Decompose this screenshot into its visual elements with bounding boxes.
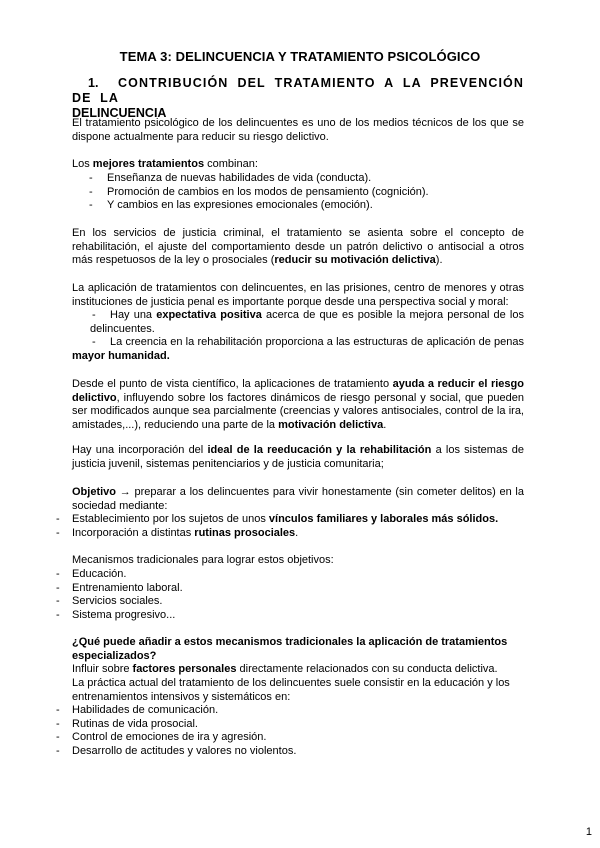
list-item: - Enseñanza de nuevas habilidades de vida (conducta). bbox=[89, 172, 372, 184]
section-heading bbox=[72, 76, 524, 121]
paragraph-objective: Objetivo → preparar a los delincuentes para vivir honestamente (sin cometer delitos) en la sociedad mediante: bbox=[72, 486, 524, 512]
bold-text: mejores tratamientos bbox=[92, 158, 205, 170]
list-item: - Hay una expectativa positiva acerca de que es posible la mejora personal de los delincuentes. bbox=[90, 309, 524, 335]
section-heading-line1: CONTRIBUCIÓN DEL TRATAMIENTO A LA PREVENCIÓN DE LA bbox=[72, 76, 524, 105]
list-item: - Servicios sociales. bbox=[56, 595, 163, 607]
list-item: - Y cambios en las expresiones emocionales (emoción). bbox=[89, 199, 373, 211]
list-item: - Control de emociones de ira y agresión. bbox=[56, 731, 267, 743]
paragraph-mechanisms: Mecanismos tradicionales para lograr estos objetivos: bbox=[72, 554, 334, 566]
list-item: - Sistema progresivo... bbox=[56, 608, 176, 621]
paragraph-best-treatments: Los mejores tratamientos combinan: bbox=[72, 158, 258, 170]
bold-text: reducir su motivación delictiva bbox=[274, 254, 436, 266]
page-number: 1 bbox=[585, 826, 592, 838]
list-item: - Desarrollo de actitudes y valores no violentos. bbox=[56, 744, 297, 757]
paragraph-criminal-justice: En los servicios de justicia criminal, el tratamiento se asienta sobre el concepto de rehabilitación, el ajuste del comportamiento desde un patrón delictivo o antisocial a otros más respetuosos de la ley o prosociales (reducir su motivación delictiva). bbox=[72, 227, 524, 266]
list-item: - Rutinas de vida prosocial. bbox=[56, 717, 198, 730]
paragraph-scientific: Desde el punto de vista científico, la aplicaciones de tratamiento ayuda a reducir el riesgo delictivo, influyendo sobre los factores dinámicos de riesgo personal y social, que pueden ser modificados aunque sea parcialmente (creencias y valores antisociales, control de la ira, amistades,...), reduciendo una parte de la motivación delictiva. bbox=[72, 378, 524, 431]
list-objective bbox=[0, 513, 499, 540]
question-heading: ¿Qué puede añadir a estos mecanismos tradicionales la aplicación de tratamientos especializados? bbox=[72, 636, 508, 662]
list-reasons bbox=[72, 309, 524, 363]
list-item: - Establecimiento por los sujetos de unos vínculos familiares y laborales más sólidos. bbox=[56, 513, 499, 525]
paragraph-personal-factors: Influir sobre factores personales directamente relacionados con su conducta delictiva. bbox=[72, 663, 498, 675]
list-item: - Incorporación a distintas rutinas prosociales. bbox=[56, 526, 299, 539]
list-item: - Habilidades de comunicación. bbox=[56, 704, 219, 716]
list-mechanisms bbox=[0, 568, 183, 622]
list-item: - Entrenamiento laboral. bbox=[56, 581, 183, 594]
paragraph-reeducation: Hay una incorporación del ideal de la reeducación y la rehabilitación a los sistemas de justicia juvenil, sistemas penitenciarios y de justicia comunitaria; bbox=[72, 444, 525, 470]
list-trainings bbox=[0, 704, 297, 758]
list-item: - La creencia en la rehabilitación proporciona a las estructuras de aplicación de penas mayor humanidad. bbox=[72, 336, 524, 362]
paragraph-current-practice: La práctica actual del tratamiento de los delincuentes suele consistir en la educación y los entrenamientos intensivos y sistemáticos en: bbox=[72, 677, 510, 703]
section-heading-line2: DELINCUENCIA bbox=[72, 106, 167, 120]
section-number: 1. bbox=[88, 76, 99, 90]
paragraph-application: La aplicación de tratamientos con delincuentes, en las prisiones, centro de menores y otras instituciones de justicia penal es importante porque desde una perspectiva social y moral: bbox=[72, 282, 524, 308]
list-item: - Promoción de cambios en los modos de pensamiento (cognición). bbox=[89, 185, 429, 198]
document-title: TEMA 3: DELINCUENCIA Y TRATAMIENTO PSICOLÓGICO bbox=[119, 49, 481, 64]
list-treatments bbox=[0, 172, 429, 213]
list-item: - Educación. bbox=[56, 568, 127, 580]
paragraph-intro: El tratamiento psicológico de los delincuentes es uno de los medios técnicos de los que se dispone actualmente para reducir su riesgo delictivo. bbox=[72, 117, 524, 143]
